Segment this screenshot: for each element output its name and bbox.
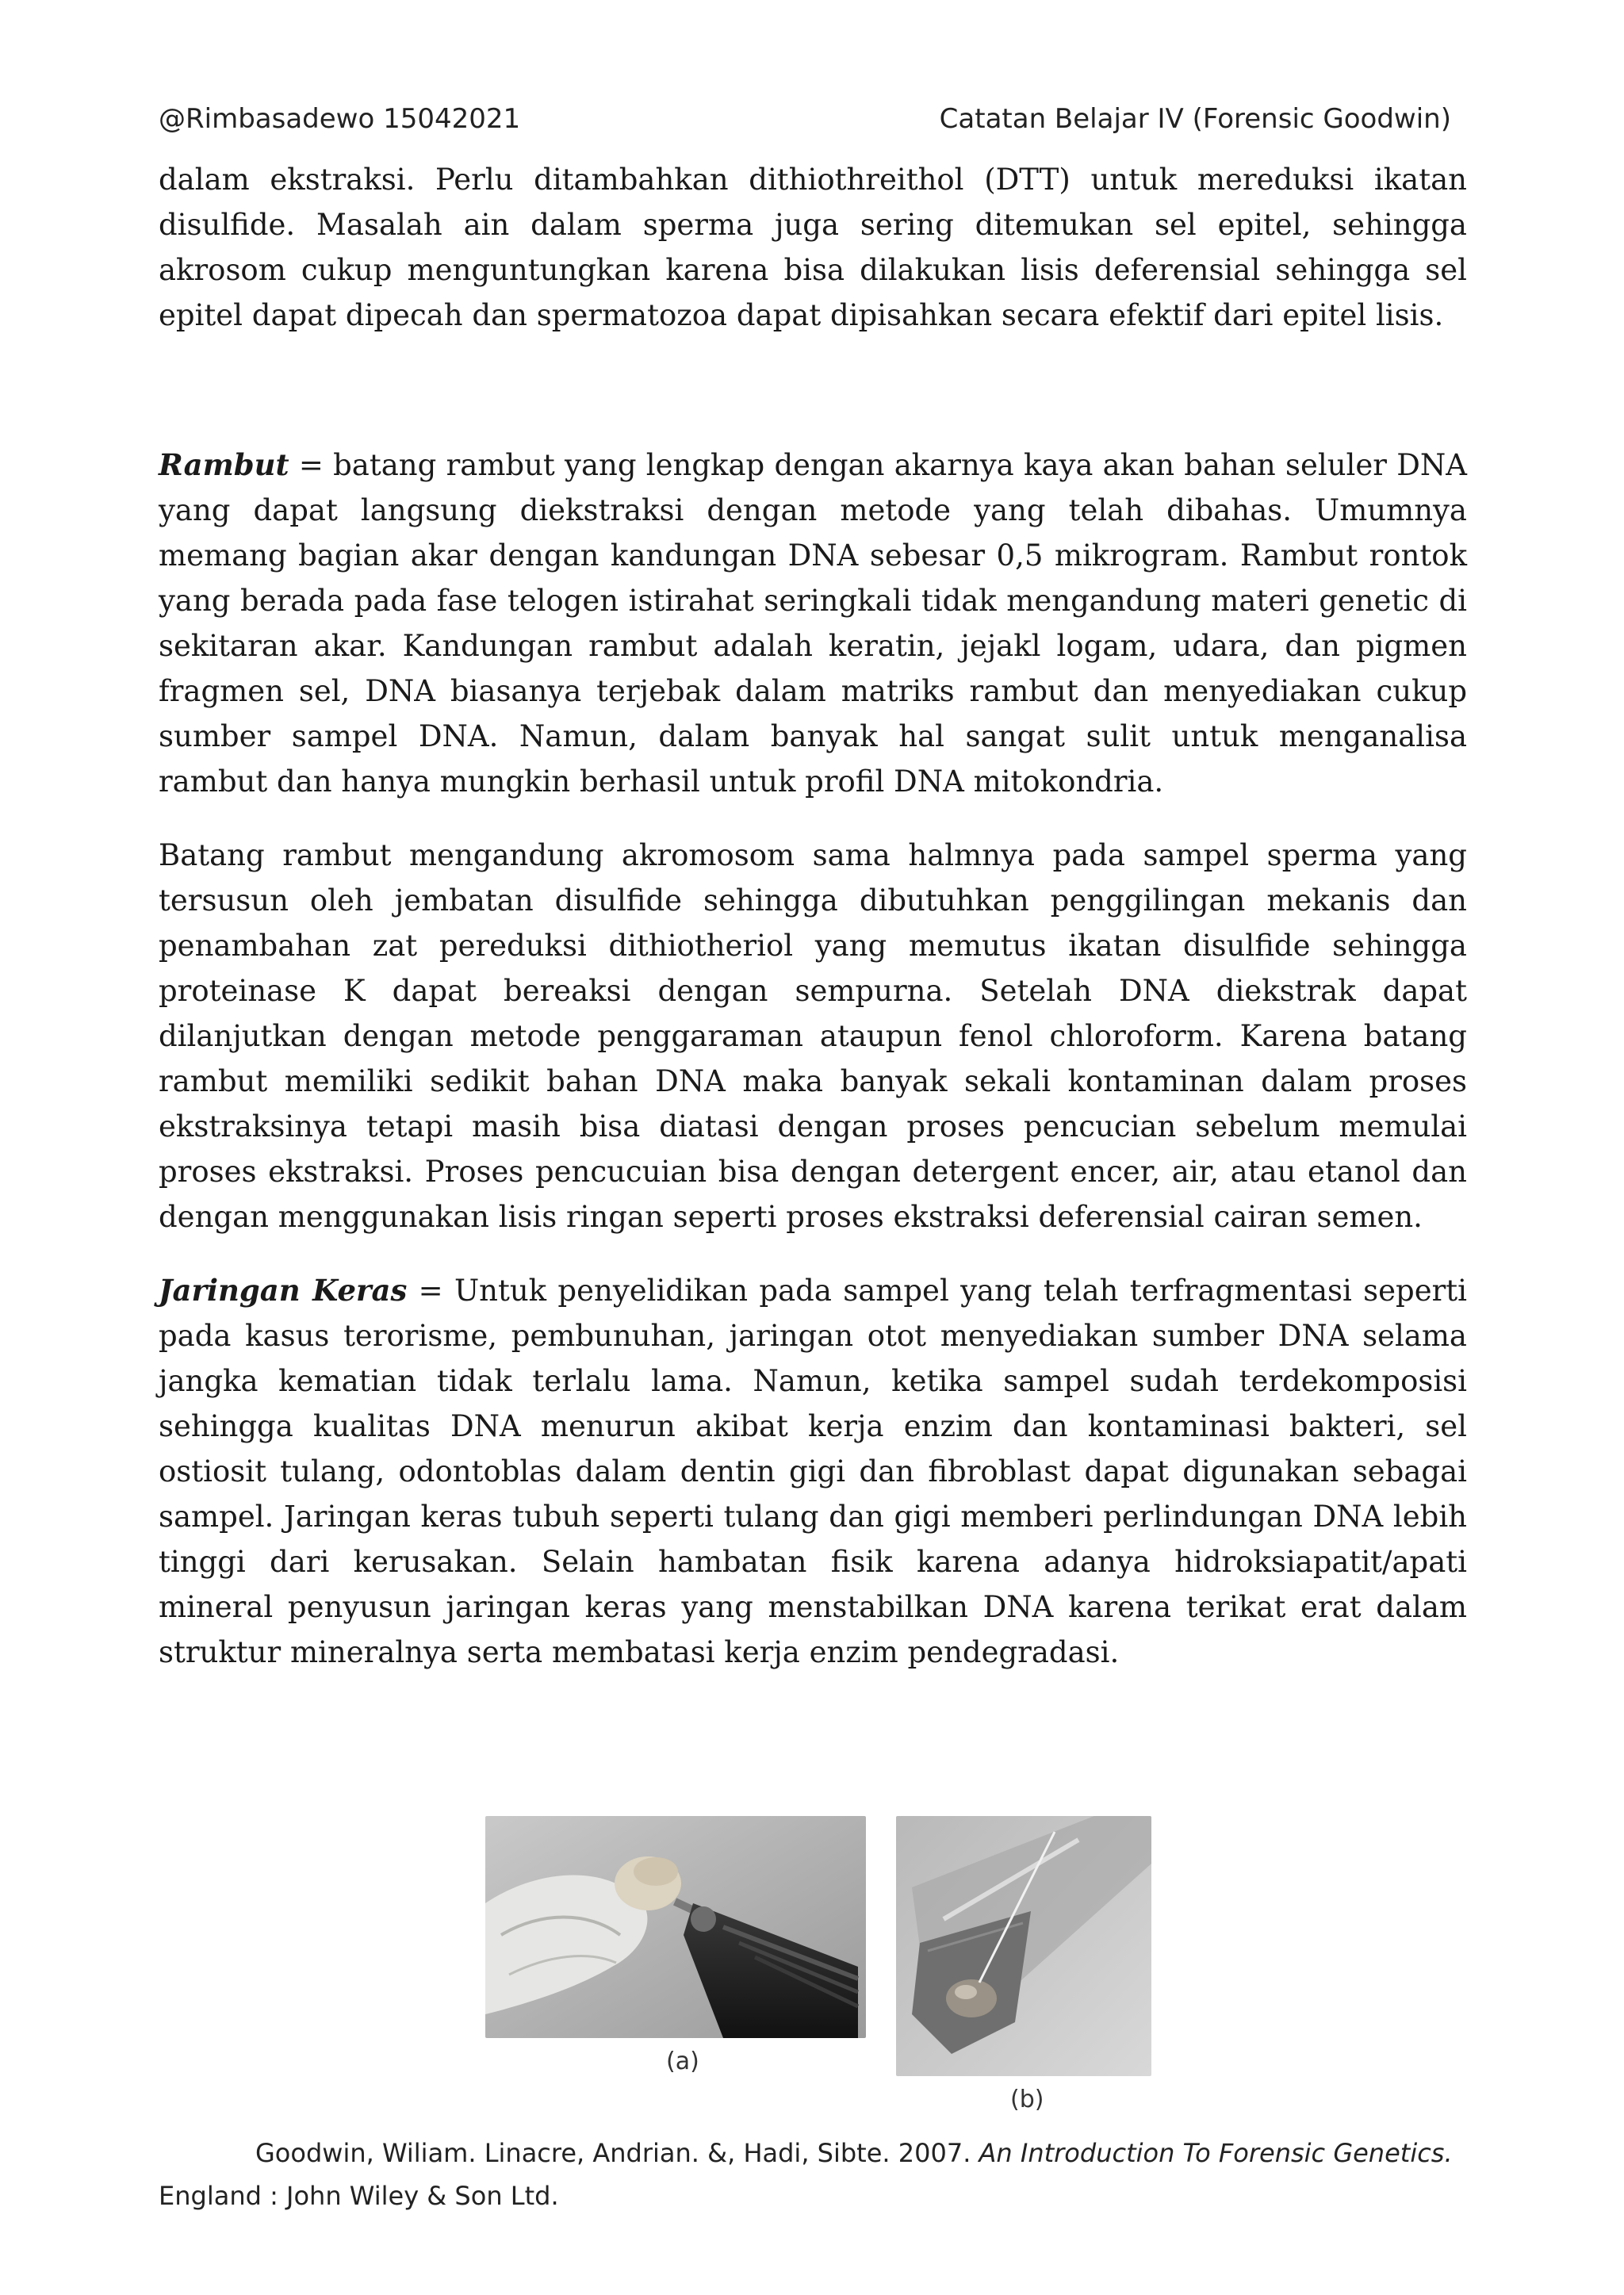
reference-line-1 [159, 2132, 1483, 2174]
section-spacer [159, 338, 1467, 443]
term-jaringan-keras: Jaringan Keras [159, 1273, 408, 1308]
rambut-text: batang rambut yang lengkap dengan akarnya kaya akan bahan seluler DNA yang dapat langsung diekstraksi dengan metode yang telah dibahas. Umumnya memang bagian akar dengan kandungan DNA sebesar 0,5 mikrogram. Rambut rontok yang berada pada fase telogen istirahat seringkali tidak mengandung materi genetic di sekitaran akar. Kandungan rambut adalah keratin, jejakl logam, udara, dan pigmen fragmen sel, DNA biasanya terjebak dalam matriks rambut dan menyediakan cukup sumber sampel DNA. Namun, dalam banyak hal sangat sulit untuk menganalisa rambut dan hanya mungkin berhasil untuk profil DNA mitokondria. [159, 448, 1467, 799]
term-separator: = [289, 448, 334, 482]
photo-drilling-tooth [485, 1816, 866, 2038]
document-body [159, 157, 1467, 1675]
rambut-paragraph [159, 443, 1467, 804]
paragraph-spacer [159, 804, 1467, 833]
jaringan-keras-paragraph [159, 1268, 1467, 1675]
reference-publisher: England : John Wiley & Son Ltd. [159, 2181, 559, 2211]
batang-rambut-paragraph: Batang rambut mengandung akromosom sama halmnya pada sampel sperma yang tersusun oleh jembatan disulfide sehingga dibutuhkan penggilingan mekanis dan penambahan zat pereduksi dithiotheriol yang memutus ikatan disulfide sehingga proteinase K dapat bereaksi dengan sempurna. Setelah DNA diekstrak dapat dilanjutkan dengan metode penggaraman ataupun fenol chloroform. Karena batang rambut memiliki sedikit bahan DNA maka banyak sekali kontaminan dalam proses ekstraksinya tetapi masih bisa diatasi dengan proses pencucian sebelum memulai proses ekstraksi. Proses pencucuian bisa dengan detergent encer, air, atau etanol dan dengan menggunakan lisis ringan seperti proses ekstraksi deferensial cairan semen. [159, 838, 1467, 1234]
header-title: Catatan Belajar IV (Forensic Goodwin) [939, 103, 1451, 135]
photo-bone-in-tube [896, 1816, 1151, 2076]
reference-citation [159, 2132, 1483, 2217]
reference-authors: Goodwin, Wiliam. Linacre, Andrian. &, Hadi, Sibte. 2007. [255, 2138, 979, 2168]
jaringan-keras-text: Untuk penyelidikan pada sampel yang telah terfragmentasi seperti pada kasus terorisme, pembunuhan, jaringan otot menyediakan sumber DNA selama jangka kematian tidak terlalu lama. Namun, ketika sampel sudah terdekomposisi sehingga kualitas DNA menurun akibat kerja enzim dan kontaminasi bakteri, sel ostiosit tulang, odontoblas dalam dentin gigi dan fibroblast dapat digunakan sebagai sampel. Jaringan keras tubuh seperti tulang dan gigi memberi perlindungan DNA lebih tinggi dari kerusakan. Selain hambatan fisik karena adanya hidroksiapatit/apati mineral penyusun jaringan keras yang menstabilkan DNA karena terikat erat dalam struktur mineralnya serta membatasi kerja enzim pendegradasi. [159, 1274, 1468, 1669]
intro-paragraph: dalam ekstraksi. Perlu ditambahkan dithiothreithol (DTT) untuk mereduksi ikatan disulfide. Masalah ain dalam sperma juga sering ditemukan sel epitel, sehingga akrosom cukup menguntungkan karena bisa dilakukan lisis deferensial sehingga sel epitel dapat dipecah dan spermatozoa dapat dipisahkan secara efektif dari epitel lisis. [159, 163, 1467, 332]
figure-bone-tooth-sampling [485, 1816, 1151, 2117]
caption-a: (a) [666, 2048, 699, 2075]
paragraph-spacer [159, 1239, 1467, 1268]
header-author: @Rimbasadewo 15042021 [159, 103, 521, 135]
reference-title: An Introduction To Forensic Genetics. [979, 2138, 1453, 2168]
caption-b: (b) [1010, 2086, 1044, 2113]
page-header [159, 103, 1467, 135]
term-rambut: Rambut [159, 447, 289, 482]
term-separator: = [407, 1274, 454, 1308]
